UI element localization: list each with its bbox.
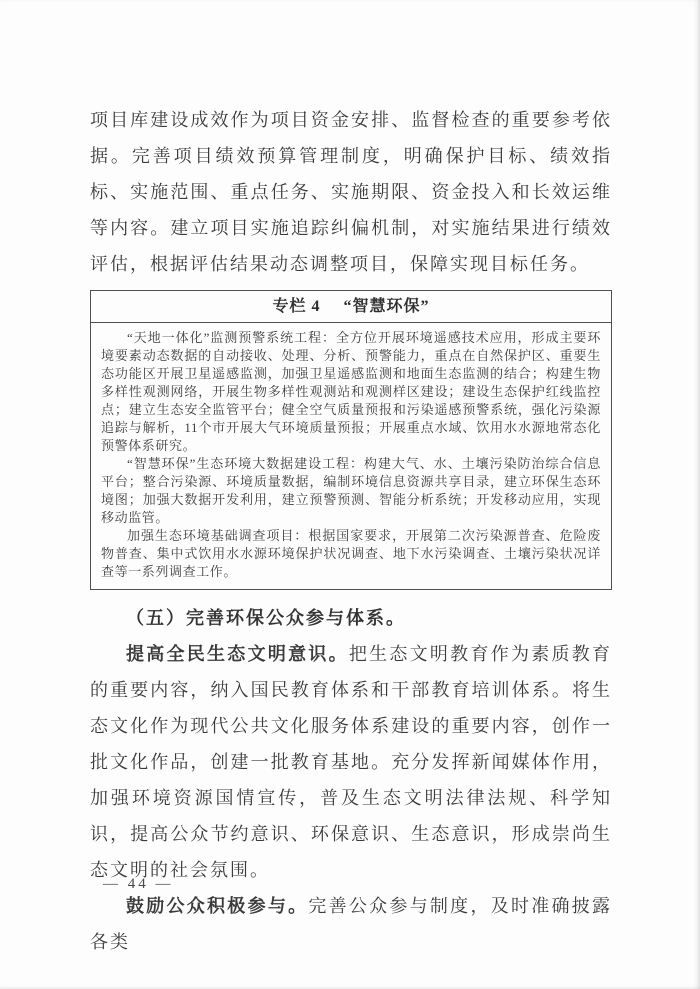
paragraph-body: 完善公众参与制度，及时准确披露各类 [90,896,613,952]
paragraph-body: 把生态文明教育作为素质教育的重要内容，纳入国民教育体系和干部教育培训体系。将生态文化作为现代公共文化服务体系建设的重要内容，创作一批文化作品，创建一批教育基地。充分发挥新闻媒体作用，加强环境资源国情宣传，普及生态文明法律法规、科学知识，提高公众节约意识、环保意识、生态意识，形成崇尚生态文明的社会氛围。 [90,644,613,880]
page-content [90,102,612,960]
section-paragraph [90,636,612,888]
column-box-paragraph: 加强生态环境基础调查项目：根据国家要求，开展第二次污染源普查、危险废物普查、集中式饮用水水源环境保护状况调查、地下水污染调查、土壤污染状况详查等一系列调查工作。 [101,528,601,579]
section-paragraph [90,888,612,960]
section-heading: （五）完善环保公众参与体系。 [126,608,406,628]
paragraph-lead-in: 鼓励公众积极参与。 [126,896,309,916]
column-box [90,290,612,590]
page-number: — 44 — [103,876,174,892]
paragraph-lead-in: 提高全民生态文明意识。 [126,644,349,664]
column-box-header [91,291,611,323]
column-box-body [91,323,611,589]
column-box-paragraph: “天地一体化”监测预警系统工程：全方位开展环境遥感技术应用，形成主要环境要素动态数据的自动接收、处理、分析、预警能力，重点在自然保护区、重要生态功能区开展卫星遥感监测，加强卫星遥感监测和地面生态监测的结合；构建生物多样性观测网络，开展生物多样性观测站和观测样区建设；建设生态保护红线监控点；建立生态安全监管平台；健全空气质量预报和污染遥感预警系统，强化污染源追踪与解析，11个市开展大气环境质量预报；开展重点水域、饮用水水源地常态化预警体系研究。 [101,330,601,453]
intro-paragraph: 项目库建设成效作为项目资金安排、监督检查的重要参考依据。完善项目绩效预算管理制度，明确保护目标、绩效指标、实施范围、重点任务、实施期限、资金投入和长效运维等内容。建立项目实施追踪纠偏机制，对实施结果进行绩效评估，根据评估结果动态调整项目，保障实现目标任务。 [90,110,612,274]
column-box-paragraph: “智慧环保”生态环境大数据建设工程：构建大气、水、土壤污染防治综合信息平台；整合污染源、环境质量数据，编制环境信息资源共享目录，建立环保生态环境图；加强大数据开发利用，建立预警预测、智能分析系统；开发移动应用，实现移动监管。 [101,456,601,525]
column-box-title: “智慧环保” [343,298,430,315]
column-box-label: 专栏 4 [272,298,321,315]
